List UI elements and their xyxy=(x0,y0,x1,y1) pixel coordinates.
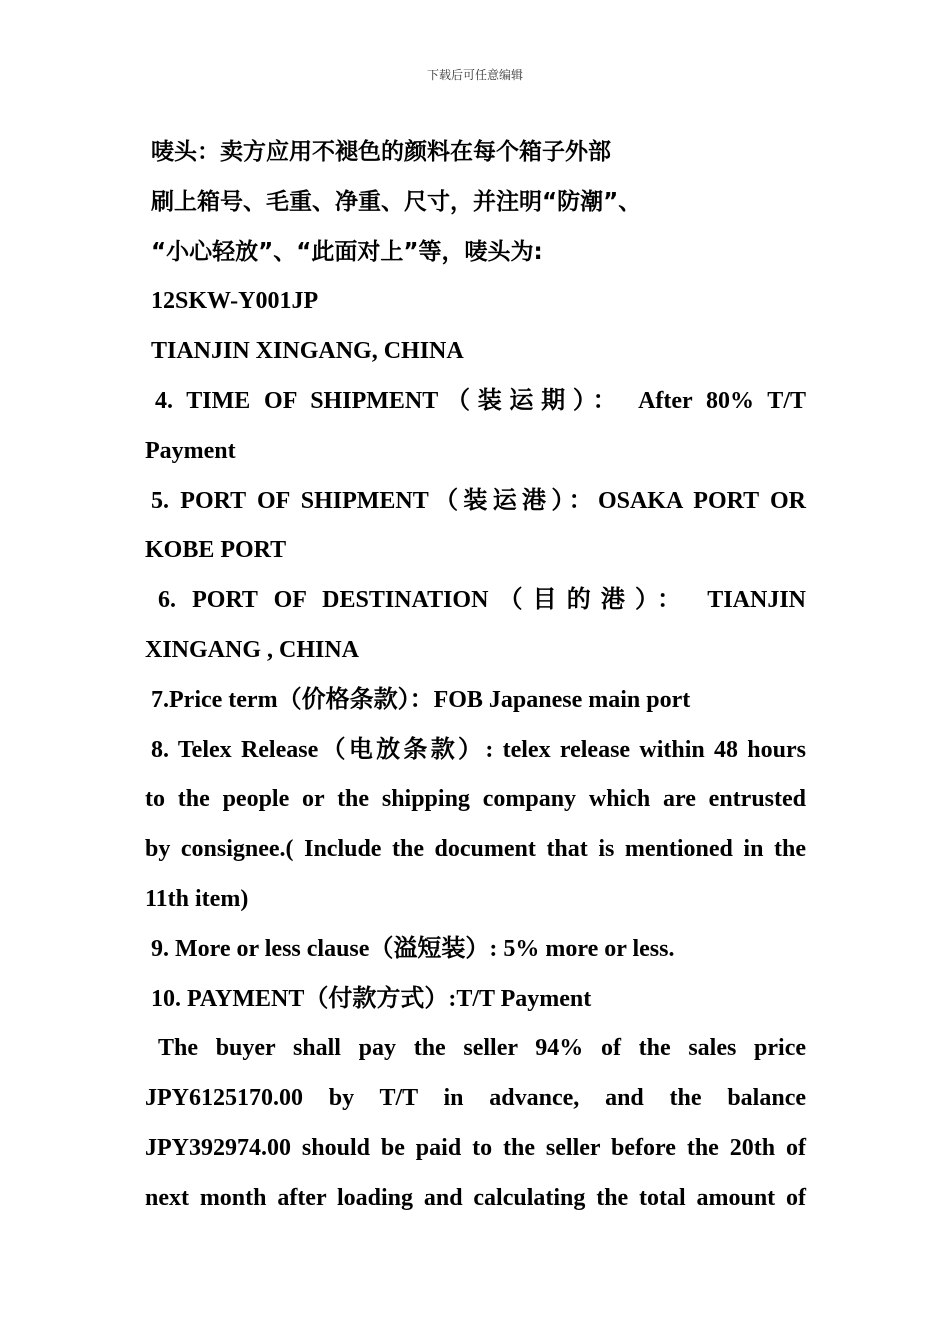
item-5-continuation: KOBE PORT xyxy=(145,537,287,564)
payment-paragraph-line-2: JPY6125170.00 by T/T in advance, and the balance xyxy=(145,1085,806,1112)
payment-paragraph-line-1: The buyer shall pay the seller 94% of the sales price xyxy=(158,1035,806,1062)
item-8-line-3: by consignee.( Include the document that is mentioned in the xyxy=(145,836,806,863)
item-6-continuation: XINGANG , CHINA xyxy=(145,636,360,663)
item-8-line-2: to the people or the shipping company which are entrusted xyxy=(145,786,806,813)
item-8-line-4: 11th item) xyxy=(145,885,249,912)
item-9-more-or-less-clause: 9. More or less clause（溢短装）: 5% more or less. xyxy=(151,935,675,962)
item-6-port-of-destination: 6. PORT OF DESTINATION（目的港）： TIANJIN xyxy=(158,587,806,614)
item-8-telex-release: 8. Telex Release（电放条款）: telex release within 48 hours xyxy=(151,736,806,763)
shipping-mark-code: 12SKW-Y001JP xyxy=(151,288,319,315)
payment-paragraph-line-3: JPY392974.00 should be paid to the seller before the 20th of xyxy=(145,1134,806,1161)
document-body xyxy=(145,128,806,1224)
shipping-mark-line-3: “小心轻放”、“此面对上”等，唛头为: xyxy=(151,238,543,265)
shipping-mark-line-2: 刷上箱号、毛重、净重、尺寸，并注明“防潮”、 xyxy=(151,188,642,215)
item-10-payment: 10. PAYMENT（付款方式）:T/T Payment xyxy=(151,985,592,1012)
shipping-mark-destination: TIANJIN XINGANG, CHINA xyxy=(151,338,464,365)
page-header-note: 下载后可任意编辑 xyxy=(426,68,523,82)
item-7-price-term: 7.Price term（价格条款）：FOB Japanese main port xyxy=(151,686,691,713)
payment-paragraph-line-4: next month after loading and calculating the total amount of xyxy=(145,1184,806,1211)
item-5-port-of-shipment: 5. PORT OF SHIPMENT（装运港）：OSAKA PORT OR xyxy=(151,487,806,514)
item-4-time-of-shipment: 4. TIME OF SHIPMENT（装运期）： After 80% T/T xyxy=(155,387,806,414)
item-4-continuation: Payment xyxy=(145,437,236,464)
shipping-mark-line-1: 唛头：卖方应用不褪色的颜料在每个箱子外部 xyxy=(151,139,611,165)
